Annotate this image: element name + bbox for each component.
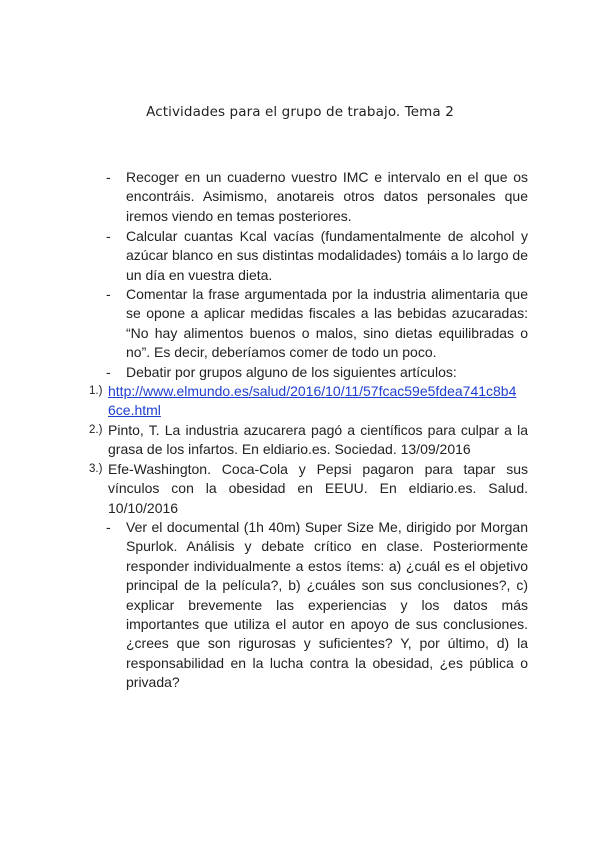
article-link-continuation[interactable]: 6ce.html <box>108 402 161 418</box>
bullet-item: Comentar la frase argumentada por la industria alimentaria que se opone a aplicar medidas fiscales a las bebidas azucaradas: “No hay alimentos buenos o malos, sino dietas equilibradas o no”. Es decir, deberíamos comer de todo un poco. <box>126 286 528 361</box>
bullet-item: Ver el documental (1h 40m) Super Size Me, dirigido por Morgan Spurlok. Análisis y debate crítico en clase. Posteriormente responder individualmente a estos ítems: a) ¿cuál es el objetivo principal de la película?, b) ¿cuáles son sus conclusiones?, c) explicar brevemente las experiencias y los datos más importantes que utiliza el autor en apoyo de sus conclusiones. ¿crees que son rigurosas y suficientes? Y, por último, d) la responsabilidad en la lucha contra la obesidad, ¿es pública o privada? <box>126 519 528 691</box>
bullet-item: Debatir por grupos alguno de los siguientes artículos: <box>126 364 457 380</box>
bullet-marker: - <box>106 364 111 380</box>
list-number: 2.) <box>89 424 103 436</box>
bullet-marker: - <box>106 519 111 535</box>
list-number: 1.) <box>89 385 103 397</box>
article-citation: Pinto, T. La industria azucarera pagó a científicos para culpar a la grasa de los infartos. En eldiario.es. Sociedad. 13/09/2016 <box>108 422 528 458</box>
list-number: 3.) <box>89 463 103 475</box>
document-title: Actividades para el grupo de trabajo. Tema 2 <box>146 104 454 120</box>
bullet-item: Recoger en un cuaderno vuestro IMC e intervalo en el que os encontráis. Asimismo, anotareis otros datos personales que iremos viendo en temas posteriores. <box>126 169 528 224</box>
bullet-item: Calcular cuantas Kcal vacías (fundamentalmente de alcohol y azúcar blanco en sus distintas modalidades) tomáis a lo largo de un día en vuestra dieta. <box>126 228 528 283</box>
article-citation: Efe-Washington. Coca-Cola y Pepsi pagaron para tapar sus vínculos con la obesidad en EEUU. En eldiario.es. Salud. 10/10/2016 <box>108 461 528 516</box>
bullet-marker: - <box>106 228 111 244</box>
bullet-marker: - <box>106 169 111 185</box>
bullet-marker: - <box>106 286 111 302</box>
article-link[interactable]: http://www.elmundo.es/salud/2016/10/11/57fcac59e5fdea741c8b4 <box>108 383 517 399</box>
